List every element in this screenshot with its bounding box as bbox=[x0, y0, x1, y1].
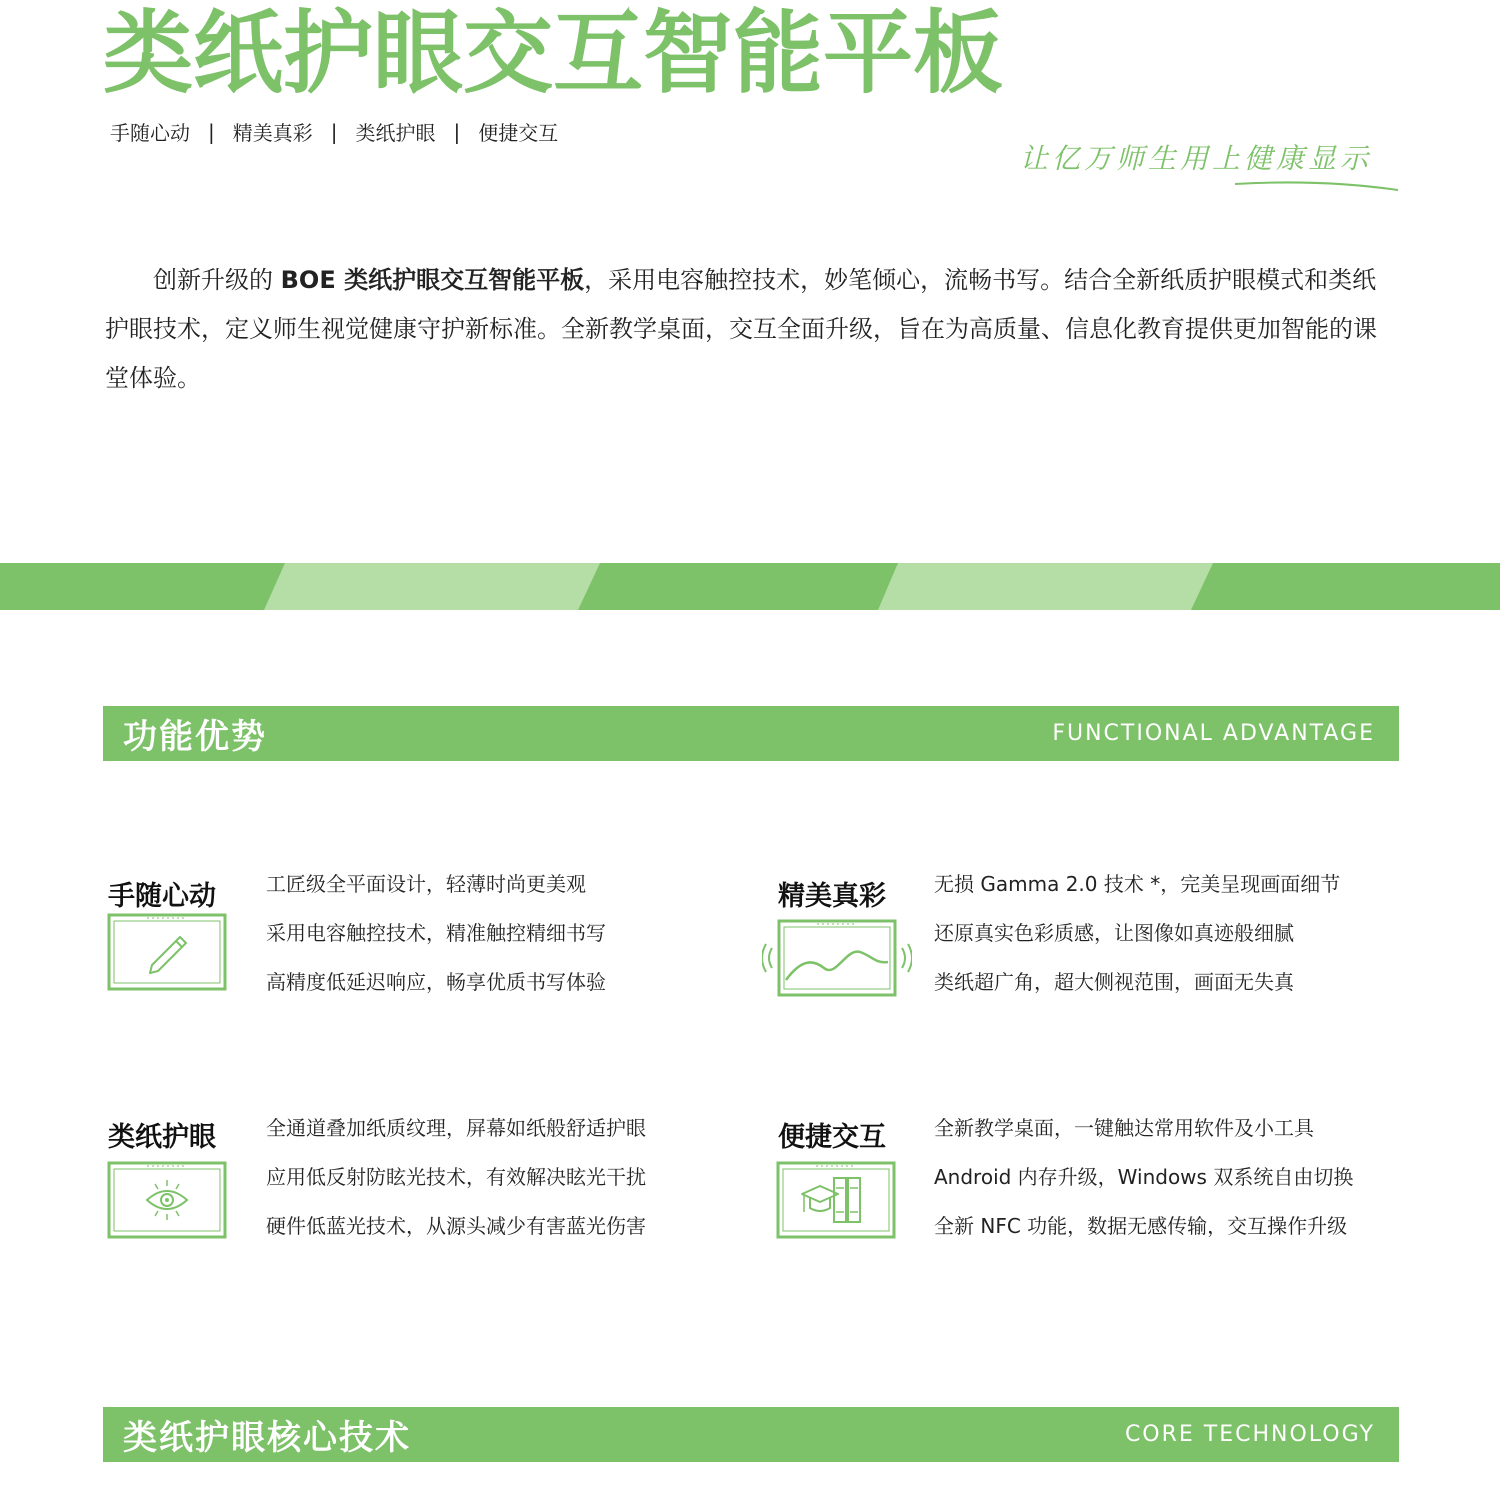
tagline-separator: | bbox=[330, 119, 338, 144]
eye-screen-icon bbox=[107, 1160, 227, 1240]
slogan: 让亿万师生用上健康显示 bbox=[1020, 142, 1373, 175]
feature-line: 全新 NFC 功能，数据无感传输，交互操作升级 bbox=[934, 1214, 1348, 1238]
section-title: 类纸护眼核心技术 bbox=[123, 1418, 411, 1458]
tagline-item: 手随心动 bbox=[110, 121, 190, 145]
tagline-item: 类纸护眼 bbox=[355, 121, 436, 145]
intro-body: ，采用电容触控技术，妙笔倾心，流畅书写。结合全新纸质护眼模式和类纸护眼技术，定义师生视觉健康守护新标准。全新教学桌面，交互全面升级，旨在为高质量、信息化教育提供更加智能的课堂体验。 bbox=[105, 266, 1377, 392]
intro-paragraph bbox=[105, 256, 1400, 403]
feature-line: 应用低反射防眩光技术，有效解决眩光干扰 bbox=[266, 1165, 646, 1189]
wave-screen-icon bbox=[762, 918, 912, 998]
section-subtitle: CORE TECHNOLOGY bbox=[1124, 1422, 1375, 1447]
section-title: 功能优势 bbox=[123, 717, 267, 757]
tagline-item: 便捷交互 bbox=[478, 121, 559, 145]
feature-description bbox=[266, 1104, 646, 1251]
feature-line: 类纸超广角，超大侧视范围，画面无失真 bbox=[934, 970, 1294, 994]
feature-line: 还原真实色彩质感，让图像如真迹般细腻 bbox=[934, 921, 1294, 945]
tagline bbox=[110, 117, 558, 146]
tagline-separator: | bbox=[208, 119, 215, 144]
feature-title: 手随心动 bbox=[108, 881, 216, 912]
pencil-screen-icon bbox=[107, 912, 227, 992]
feature-description bbox=[934, 1104, 1353, 1251]
decorative-stripe-band bbox=[0, 563, 1500, 610]
slogan-underline bbox=[1040, 176, 1400, 196]
feature-line: 高精度低延迟响应，畅享优质书写体验 bbox=[266, 970, 606, 994]
feature-line: 全通道叠加纸质纹理，屏幕如纸般舒适护眼 bbox=[266, 1116, 646, 1140]
page-title: 类纸护眼交互智能平板 bbox=[103, 1, 1003, 106]
feature-description bbox=[934, 860, 1340, 1007]
feature-title: 精美真彩 bbox=[778, 881, 886, 912]
feature-line: 硬件低蓝光技术，从源头减少有害蓝光伤害 bbox=[266, 1214, 646, 1238]
feature-title: 便捷交互 bbox=[778, 1122, 886, 1153]
feature-line: Android 内存升级，Windows 双系统自由切换 bbox=[934, 1165, 1354, 1189]
intro-prefix: 创新升级的 bbox=[153, 266, 281, 294]
section-subtitle: FUNCTIONAL ADVANTAGE bbox=[1052, 721, 1375, 746]
intro-highlight: BOE 类纸护眼交互智能平板 bbox=[280, 266, 585, 294]
section-header-functional-advantage bbox=[103, 706, 1399, 761]
feature-line: 全新教学桌面，一键触达常用软件及小工具 bbox=[934, 1116, 1314, 1140]
feature-description bbox=[266, 860, 606, 1007]
tagline-item: 精美真彩 bbox=[232, 121, 313, 145]
tagline-separator: | bbox=[453, 119, 461, 144]
feature-line: 采用电容触控技术，精准触控精细书写 bbox=[266, 921, 606, 945]
section-header-core-technology bbox=[103, 1407, 1399, 1462]
feature-title: 类纸护眼 bbox=[108, 1122, 216, 1153]
feature-line: 无损 Gamma 2.0 技术 *，完美呈现画面细节 bbox=[934, 872, 1341, 896]
graduation-books-screen-icon bbox=[776, 1160, 896, 1240]
feature-line: 工匠级全平面设计，轻薄时尚更美观 bbox=[266, 872, 586, 896]
